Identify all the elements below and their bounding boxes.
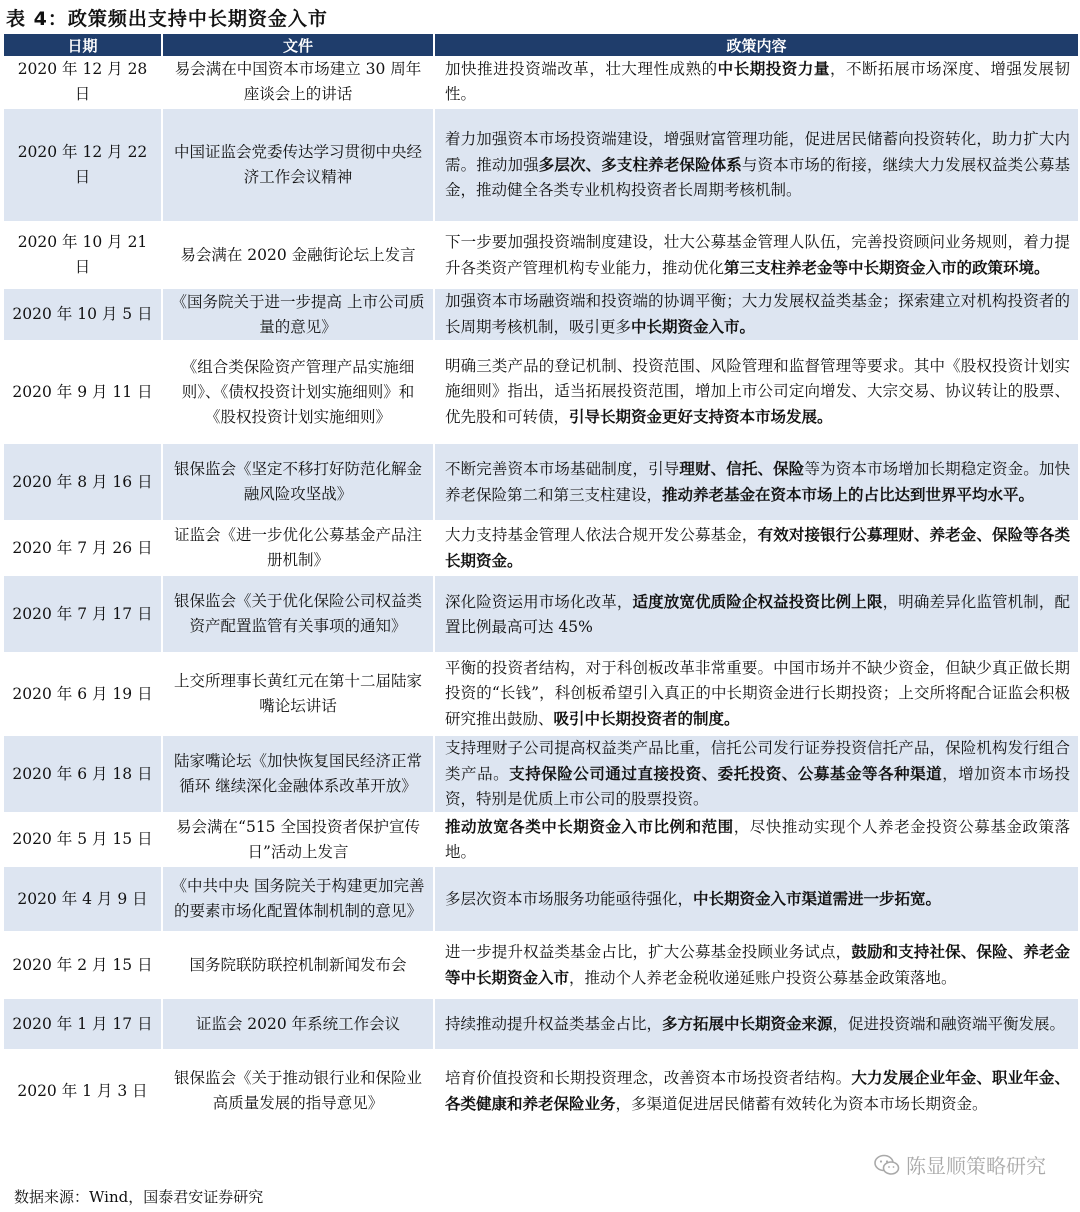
header-document: 文件 [162, 34, 434, 56]
row-policy-content [434, 735, 1078, 813]
table-row [4, 998, 1078, 1050]
row-document: 易会满在“515 全国投资者保护宣传日”活动上发言 [162, 813, 434, 866]
table-row [4, 288, 1078, 341]
row-date: 2020 年 6 月 19 日 [4, 653, 162, 735]
row-document: 《中共中央 国务院关于构建更加完善的要素市场化配置体制机制的意见》 [162, 866, 434, 932]
row-date: 2020 年 1 月 3 日 [4, 1050, 162, 1132]
row-document: 《组合类保险资产管理产品实施细则》、《债权投资计划实施细则》和《股权投资计划实施细则》 [162, 341, 434, 443]
content-text: 不断完善资本市场基础制度，引导 [445, 460, 680, 478]
table-row [4, 932, 1078, 998]
content-text: 加强资本市场融资端和投资端的协调平衡；大力发展权益类基金；探索建立对机构投资者的长周期考核机制，吸引更多 [445, 292, 1070, 336]
table-row [4, 575, 1078, 653]
content-emphasis: 推动养老基金在资本市场上的占比达到世界平均水平。 [662, 485, 1035, 504]
table-row [4, 735, 1078, 813]
content-emphasis: 第三支柱养老金等中长期资金入市的政策环境。 [724, 257, 1050, 277]
content-text: ，促进投资端和融资端平衡发展。 [832, 1015, 1066, 1033]
content-text: 着力加强资本市场投资端建设，增强财富管理功能，促进居民储蓄向投资转化，助力扩大内需。推动加强 [445, 130, 1070, 174]
table-row [4, 1050, 1078, 1132]
row-date: 2020 年 5 月 15 日 [4, 813, 162, 866]
content-emphasis: 大力发展企业年金、职业年金、各类健康和养老保险业务 [445, 1068, 1070, 1113]
row-policy-content [434, 1050, 1078, 1132]
row-date: 2020 年 10 月 21 日 [4, 222, 162, 288]
content-text: 下一步要加强投资端制度建设，壮大公募基金管理人队伍，完善投资顾问业务规则，着力提升各类资产管理机构专业能力，推动优化 [445, 232, 1070, 277]
row-date: 2020 年 7 月 26 日 [4, 521, 162, 575]
row-policy-content [434, 575, 1078, 653]
header-content: 政策内容 [434, 34, 1078, 56]
content-emphasis: 有效对接银行公募理财、养老金、保险等各类长期资金。 [445, 525, 1070, 570]
content-emphasis: 理财、信托、保险 [679, 459, 805, 478]
content-text: ，推动个人养老金税收递延账户投资公募基金政策落地。 [569, 969, 957, 987]
row-document: 易会满在中国资本市场建立 30 周年座谈会上的讲话 [162, 56, 434, 108]
row-policy-content [434, 443, 1078, 521]
content-emphasis: 适度放宽优质险企权益投资比例上限 [632, 591, 883, 611]
content-text: 支持理财子公司提高权益类产品比重，信托公司发行证券投资信托产品，保险机构发行组合类产品。 [445, 739, 1070, 783]
row-document: 易会满在 2020 金融街论坛上发言 [162, 222, 434, 288]
content-emphasis: 推动放宽各类中长期资金入市比例和范围 [445, 817, 734, 836]
row-date: 2020 年 1 月 17 日 [4, 998, 162, 1050]
row-date: 2020 年 12 月 28 日 [4, 56, 162, 108]
table-row [4, 521, 1078, 575]
row-date: 2020 年 8 月 16 日 [4, 443, 162, 521]
table-row [4, 222, 1078, 288]
content-emphasis: 中长期投资力量 [717, 59, 830, 78]
table-row [4, 866, 1078, 932]
content-text: ，不断拓展市场深度、增强发展韧性。 [445, 60, 1070, 103]
content-emphasis: 吸引中长期投资者的制度。 [553, 709, 740, 728]
content-emphasis: 中长期资金入市。 [631, 317, 756, 336]
row-date: 2020 年 12 月 22 日 [4, 108, 162, 222]
content-text: 培育价值投资和长期投资理念，改善资本市场投资者结构。 [445, 1069, 852, 1087]
row-date: 2020 年 10 月 5 日 [4, 288, 162, 341]
content-emphasis: 多方拓展中长期资金来源 [662, 1014, 833, 1033]
row-document: 证监会 2020 年系统工作会议 [162, 998, 434, 1050]
row-document: 上交所理事长黄红元在第十二届陆家嘴论坛讲话 [162, 653, 434, 735]
content-emphasis: 鼓励和支持社保、保险、养老金等中长期资金入市 [445, 942, 1070, 987]
wechat-watermark [874, 1150, 1046, 1179]
content-text: 多层次资本市场服务功能亟待强化， [445, 890, 694, 908]
table-row [4, 341, 1078, 443]
content-text: 平衡的投资者结构，对于科创板改革非常重要。中国市场并不缺少资金，但缺少真正做长期投资的“长钱”，科创板希望引入真正的中长期资金进行长期投资；上交所将配合证监会积极研究推出鼓励、 [445, 659, 1070, 728]
content-text: ，多渠道促进居民储蓄有效转化为资本市场长期资金。 [615, 1095, 988, 1113]
content-emphasis: 中长期资金入市渠道需进一步拓宽。 [693, 889, 942, 908]
content-text: ，明确差异化监管机制，配置比例最高可达 45% [445, 592, 1070, 636]
row-date: 2020 年 7 月 17 日 [4, 575, 162, 653]
row-policy-content [434, 341, 1078, 443]
row-date: 2020 年 9 月 11 日 [4, 341, 162, 443]
policy-table [4, 34, 1078, 1133]
content-text: 深化险资运用市场化改革， [445, 592, 633, 611]
row-document: 银保监会《坚定不移打好防范化解金融风险攻坚战》 [162, 443, 434, 521]
content-emphasis: 多层次、多支柱养老保险体系 [538, 155, 742, 174]
row-policy-content [434, 222, 1078, 288]
table-row [4, 108, 1078, 222]
content-text: 进一步提升权益类基金占比，扩大公募基金投顾业务试点， [445, 943, 852, 961]
content-text: ，尽快推动实现个人养老金投资公募基金政策落地。 [445, 818, 1070, 861]
row-date: 2020 年 6 月 18 日 [4, 735, 162, 813]
row-policy-content [434, 288, 1078, 341]
content-text: 等为资本市场增加长期稳定资金。加快养老保险第二和第三支柱建设， [445, 460, 1070, 504]
row-policy-content [434, 998, 1078, 1050]
content-text: 大力支持基金管理人依法合规开发公募基金， [445, 526, 758, 544]
row-document: 《国务院关于进一步提高 上市公司质量的意见》 [162, 288, 434, 341]
table-row [4, 56, 1078, 108]
row-policy-content [434, 521, 1078, 575]
row-policy-content [434, 653, 1078, 735]
content-text: 加快推进投资端改革，壮大理性成熟的 [445, 60, 718, 78]
row-policy-content [434, 813, 1078, 866]
content-text: 明确三类产品的登记机制、投资范围、风险管理和监督管理等要求。其中《股权投资计划实施细则》指出，适当拓展投资范围，增加上市公司定向增发、大宗交易、协议转让的股票、优先股和可转债， [445, 357, 1070, 426]
row-date: 2020 年 2 月 15 日 [4, 932, 162, 998]
content-emphasis: 支持保险公司通过直接投资、委托投资、公募基金等各种渠道 [509, 764, 943, 783]
row-policy-content [434, 56, 1078, 108]
row-document: 中国证监会党委传达学习贯彻中央经济工作会议精神 [162, 108, 434, 222]
table-row [4, 653, 1078, 735]
table-row [4, 443, 1078, 521]
row-document: 国务院联防联控机制新闻发布会 [162, 932, 434, 998]
row-document: 银保监会《关于优化保险公司权益类资产配置监管有关事项的通知》 [162, 575, 434, 653]
content-emphasis: 引导长期资金更好支持资本市场发展。 [569, 407, 833, 426]
table-header-row [4, 34, 1078, 56]
content-text: 与资本市场的衔接，继续大力发展权益类公募基金，推动健全各类专业机构投资者长周期考核机制。 [445, 156, 1070, 199]
row-policy-content [434, 866, 1078, 932]
row-policy-content [434, 932, 1078, 998]
row-policy-content [434, 108, 1078, 222]
row-document: 银保监会《关于推动银行业和保险业高质量发展的指导意见》 [162, 1050, 434, 1132]
table-row [4, 813, 1078, 866]
row-date: 2020 年 4 月 9 日 [4, 866, 162, 932]
data-source-note: 数据来源：Wind，国泰君安证券研究 [14, 1188, 264, 1206]
header-date: 日期 [4, 34, 162, 56]
watermark-text: 陈显顺策略研究 [906, 1154, 1046, 1178]
row-document: 陆家嘴论坛《加快恢复国民经济正常循环 继续深化金融体系改革开放》 [162, 735, 434, 813]
table-title: 表 4：政策频出支持中长期资金入市 [6, 8, 328, 30]
row-document: 证监会《进一步优化公募基金产品注册机制》 [162, 521, 434, 575]
content-text: ，增加资本市场投资，特别是优质上市公司的股票投资。 [445, 765, 1070, 808]
wechat-icon [874, 1154, 900, 1176]
content-text: 持续推动提升权益类基金占比， [445, 1015, 663, 1033]
